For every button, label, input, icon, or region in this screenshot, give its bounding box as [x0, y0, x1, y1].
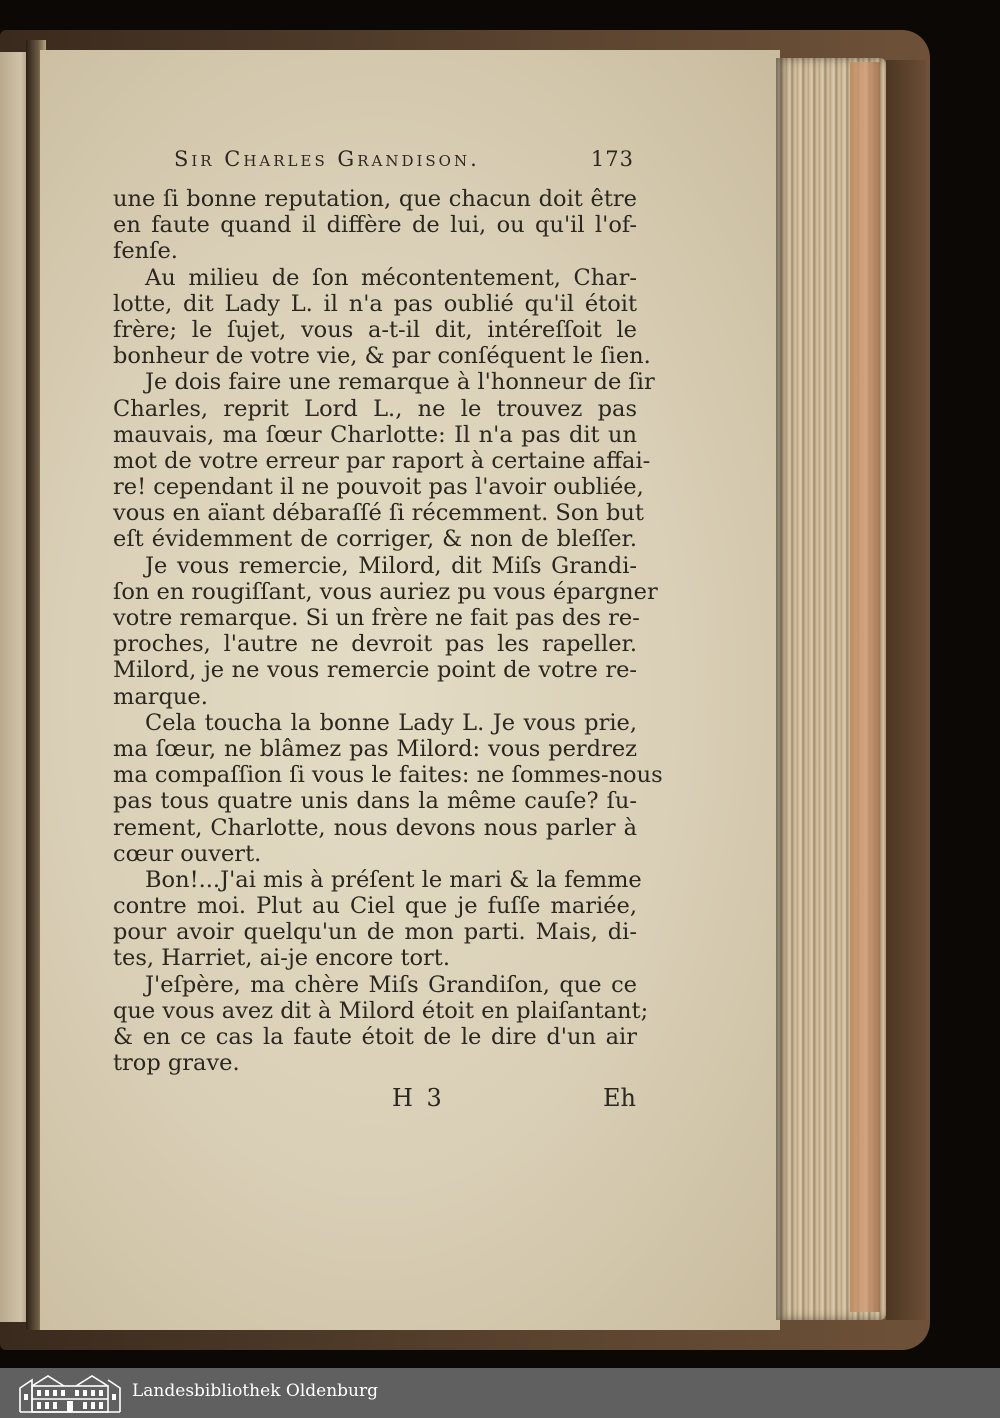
- text-line: que vous avez dit à Milord étoit en plaiſantant;: [113, 997, 649, 1024]
- text-line: eſt évidemment de corriger, & non de bleſſer.: [113, 526, 637, 553]
- running-title: Sir Charles Grandison.: [174, 147, 480, 171]
- library-building-icon: [18, 1372, 122, 1414]
- text-line: frère; le ſujet, vous a-t-il dit, intéreſſoit le: [113, 316, 637, 343]
- text-line: ma ſœur, ne blâmez pas Milord: vous perdrez: [113, 735, 637, 762]
- text-line: bonheur de votre vie, & par conſéquent le ſien.: [113, 343, 651, 370]
- text-line: votre remarque. Si un frère ne fait pas des re-: [113, 605, 640, 631]
- text-line: tes, Harriet, ai-je encore tort.: [113, 945, 450, 972]
- text-line: ſon en rougiſſant, vous auriez pu vous épargner: [113, 578, 658, 605]
- page-edge-stain: [850, 62, 880, 1312]
- text-line: contre moi. Plut au Ciel que je fuſſe mariée,: [113, 893, 637, 920]
- text-line: Charles, reprit Lord L., ne le trouvez pas: [113, 395, 637, 422]
- text-line: Au milieu de ſon mécontentement, Char-: [145, 264, 637, 291]
- binding-edge: [886, 60, 926, 1320]
- text-line: en faute quand il diffère de lui, ou qu'il l'of-: [113, 212, 637, 239]
- text-line: Milord, je ne vous remercie point de votre re-: [113, 657, 637, 684]
- body-text: [113, 186, 663, 1077]
- text-line: proches, l'autre ne devroit pas les rapeller.: [113, 631, 637, 658]
- text-line: & en ce cas la faute étoit de le dire d'un air: [113, 1024, 637, 1050]
- text-line: pour avoir quelqu'un de mon parti. Mais, di-: [113, 919, 637, 946]
- text-line: trop grave.: [113, 1050, 240, 1077]
- text-line: re! cependant il ne pouvoit pas l'avoir oubliée,: [113, 474, 644, 501]
- signature-mark: H 3: [392, 1084, 445, 1112]
- text-line: mauvais, ma ſœur Charlotte: Il n'a pas dit un: [113, 421, 637, 448]
- running-head: [174, 147, 634, 181]
- text-line: Cela toucha la bonne Lady L. Je vous prie,: [145, 709, 637, 736]
- text-line: fenſe.: [113, 238, 178, 265]
- text-line: cœur ouvert.: [113, 840, 262, 867]
- text-line: Bon!...J'ai mis à préſent le mari & la femme: [145, 866, 642, 893]
- page-number: 173: [590, 147, 634, 171]
- text-line: vous en aïant débaraſſé ſi récemment. Son but: [113, 500, 644, 527]
- text-line: mot de votre erreur par raport à certaine affai-: [113, 447, 651, 474]
- text-line: J'eſpère, ma chère Miſs Grandiſon, que ce: [145, 971, 637, 998]
- library-footer: [0, 1368, 1000, 1418]
- text-line: marque.: [113, 683, 208, 710]
- catchword: Eh: [603, 1084, 636, 1112]
- text-line: Je dois faire une remarque à l'honneur de ſir: [145, 369, 655, 396]
- text-line: pas tous quatre unis dans la même cauſe? ſu-: [113, 788, 637, 815]
- library-name: Landesbibliothek Oldenburg: [132, 1381, 379, 1401]
- text-line: rement, Charlotte, nous devons nous parler à: [113, 814, 637, 841]
- text-line: Je vous remercie, Milord, dit Miſs Grandi-: [145, 552, 637, 579]
- text-line: une ſi bonne reputation, que chacun doit être: [113, 186, 637, 212]
- text-line: ma compaſſion ſi vous le faites: ne ſommes-nous: [113, 762, 663, 789]
- text-line: lotte, dit Lady L. il n'a pas oublié qu'il étoit: [113, 290, 637, 317]
